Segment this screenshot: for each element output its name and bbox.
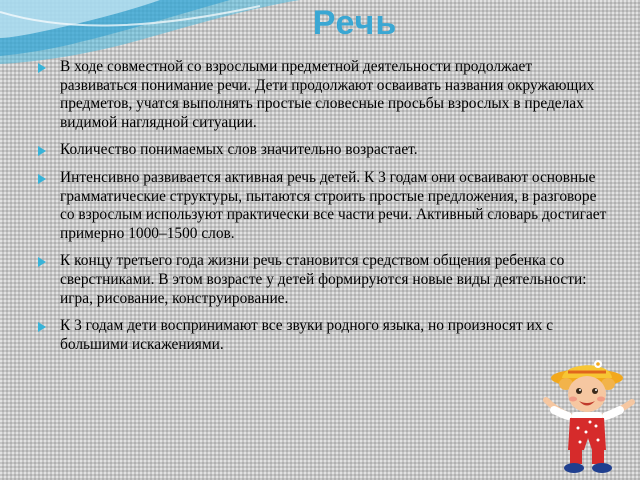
cartoon-kid-illustration: [540, 358, 638, 478]
bullet-text: К 3 годам дети воспринимают все звуки родного языка, но произносят их с большими искажениями.: [60, 317, 554, 353]
bullet-list: [38, 58, 610, 363]
bullet-arrow-icon: [38, 146, 46, 156]
bullet-item-5: [38, 317, 610, 354]
slide-title: Речь: [312, 4, 398, 42]
bullet-arrow-icon: [38, 322, 46, 332]
bullet-text: Количество понимаемых слов значительно возрастает.: [60, 141, 418, 159]
bullet-arrow-icon: [38, 174, 46, 184]
bullet-text: В ходе совместной со взрослыми предметной деятельности продолжает развиваться понимание речи. Дети продолжают осваивать названия окружающих предметов, учатся выполнять простые словесные просьбы взрослых в пределах видимой наглядной ситуации.: [60, 58, 595, 131]
bullet-text: К концу третьего года жизни речь становится средством общения ребенка со сверстниками. В этом возрасте у детей формируются новые виды деятельности: игра, рисование, конструирование.: [60, 252, 587, 307]
bullet-text: Интенсивно развивается активная речь детей. К 3 годам они осваивают основные грамматические структуры, пытаются строить простые предложения, в разговоре со взрослым используют практически все части речи. Активный словарь достигает примерно 1000–1500 слов.: [60, 168, 607, 242]
bullet-arrow-icon: [38, 257, 46, 267]
bullet-item-2: [38, 141, 610, 160]
bullet-arrow-icon: [38, 63, 46, 73]
bullet-item-1: [38, 58, 610, 132]
bullet-item-4: [38, 252, 610, 308]
bullet-item-3: [38, 169, 610, 243]
